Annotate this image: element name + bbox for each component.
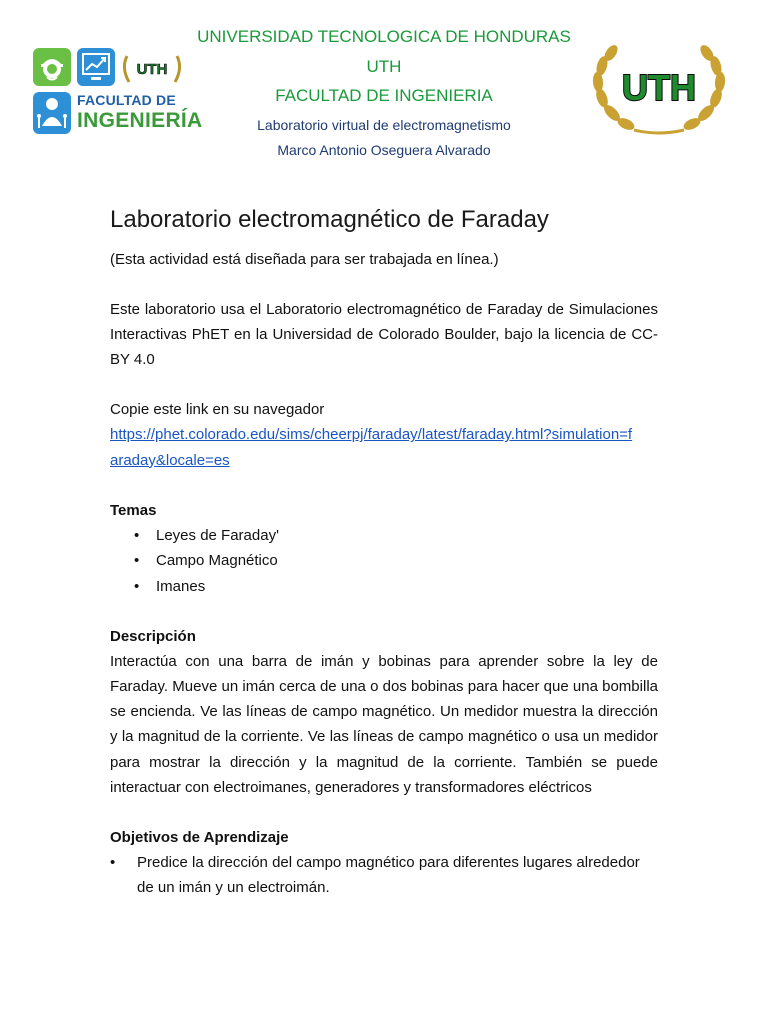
uth-logo-text: UTH [622,67,696,108]
copy-instruction: Copie este link en su navegador [110,401,325,419]
chart-growth-icon [77,48,115,86]
university-acronym: UTH [366,56,402,76]
uth-laurel-logo [584,38,734,138]
document-body [110,205,658,900]
university-name: UNIVERSIDAD TECNOLOGICA DE HONDURAS [197,27,571,46]
description-paragraph: Interactúa con una barra de imán y bobinas para aprender sobre la ley de Faraday. Mueve un imán cerca de una o dos bobinas para hacer que una bombilla se encienda. Ve las líneas de campo magnético. Un medidor muestra la dirección y la magnitud de la corriente. Ve las líneas de campo magnético o usa un medidor para mostrar la dirección y la magnitud de la corriente. También se puede interactuar con electroimanes, generadores y transformadores eléctricos [110,653,658,796]
lab-name: Laboratorio virtual de electromagnetismo [257,116,511,133]
faculty-word: FACULTAD DE [77,92,176,108]
list-item: • Imanes [134,577,206,595]
description-heading: Descripción [110,628,196,646]
engineering-word: INGENIERÍA [77,109,203,132]
author-name: Marco Antonio Oseguera Alvarado [277,141,491,158]
objectives-list [110,850,658,900]
uth-small-text: UTH [136,61,168,78]
phet-link[interactable] [110,426,632,468]
circuit-person-icon [33,92,71,134]
document-header [160,22,608,163]
intro-paragraph: Este laboratorio usa el Laboratorio electromagnético de Faraday de Simulaciones Interactivas PhET en la Universidad de Colorado Boulder, bajo la licencia de CC-BY 4.0 [110,301,658,369]
list-item: • Predice la dirección del campo magnético para diferentes lugares alrededor de un imán y un electroimán. [110,853,640,896]
document-title: Laboratorio electromagnético de Faraday [110,206,549,233]
topics-list [110,523,658,600]
phet-link-line1: https://phet.colorado.edu/sims/cheerpj/faraday/latest/faraday.html?simulation=f [110,426,633,444]
document-subtitle: (Esta actividad está diseñada para ser trabajada en línea.) [110,251,499,268]
topics-heading: Temas [110,501,157,519]
engineer-helmet-icon [33,48,71,86]
phet-link-line2: araday&locale=es [110,451,230,469]
faculty-name: FACULTAD DE INGENIERIA [275,86,493,105]
list-item: • Campo Magnético [134,552,278,570]
list-item: • Leyes de Faraday' [134,526,279,544]
objectives-heading: Objetivos de Aprendizaje [110,828,289,846]
